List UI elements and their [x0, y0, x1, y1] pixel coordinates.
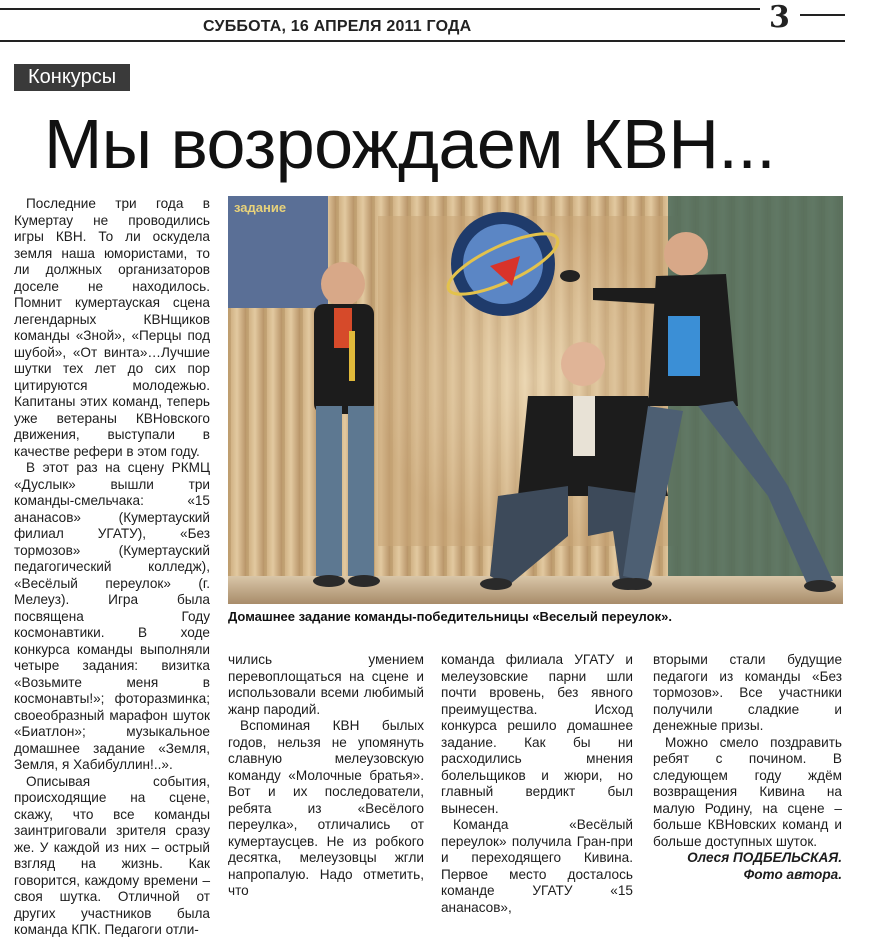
article-column-1	[14, 196, 210, 939]
article-column-2	[228, 652, 424, 900]
header-rule-bottom	[0, 40, 845, 42]
header-rule-right	[800, 14, 845, 16]
article-headline: Мы возрождаем КВН...	[44, 105, 776, 183]
paragraph: В этот раз на сцену РКМЦ «Дуслык» вышли три команды-смельчака: «15 ананасов» (Кумертауский филиал УГАТУ), «Без тормозов» (Кумертауский педагогический колледж), «Весёлый переулок» (г. Мелеуз). Игра была посвящена Году космонавтики. В ходе конкурса команды выполняли четыре задания: визитка «Возьмите меня в космонавты!»; фоторазминка; своеобразный марафон шуток «Биатлон»; музыкальное домашнее задание «Земля, Земля, я Хабибуллин!..».	[14, 460, 210, 772]
section-rubric: Конкурсы	[14, 64, 130, 91]
article-column-4	[653, 652, 842, 883]
stage-photo	[228, 196, 843, 604]
photo-caption: Домашнее задание команды-победительницы «Веселый переулок».	[228, 609, 672, 624]
page-number: 3	[769, 0, 790, 35]
issue-date: СУББОТА, 16 АПРЕЛЯ 2011 ГОДА	[203, 18, 472, 35]
paragraph: Вспоминая КВН былых годов, нельзя не упомянуть славную мелеузовскую команду «Молочные братья». Вот и их последователи, ребята из «Весёлого переулка», отличались от кумертаусцев. Не из робкого десятка, мелеузовцы жгли напропалую. Надо отметить, что	[228, 718, 424, 898]
article-column-3	[441, 652, 633, 916]
paragraph: команда филиала УГАТУ и мелеузовские парни шли почти вровень, без явного преимущества. Исход конкурса решило домашнее задание. Как бы ни расходились мнения болельщиков и жюри, но главный вердикт был вынесен.	[441, 652, 633, 816]
paragraph: вторыми стали будущие педагоги из команды «Без тормозов». Все участники получили сладкие и денежные призы.	[653, 652, 842, 733]
photo-credit: Фото автора.	[743, 866, 842, 882]
paragraph: Можно смело поздравить ребят с почином. В следующем году ждём возвращения Кивина на малую Родину, на сцене – больше КВНовских команд и больше доступных шуток.	[653, 734, 842, 849]
kvn-stage-illustration	[228, 196, 843, 604]
paragraph: Последние три года в Кумертау не проводились игры КВН. То ли оскудела земля наша юмористами, то ли должных организаторов доселе не находилось. Помнит кумертауская сцена легендарных КВНщиков команды «Зной», «Перцы под шубой», «От винта»…Лучшие шутки тех лет до сих пор цитируются молодежью. Капитаны этих команд, теперь уже ветераны КВНовского движения, выступали в качестве рефери в этом году.	[14, 196, 210, 459]
author-signature: Олеся ПОДБЕЛЬСКАЯ.	[687, 850, 842, 865]
paragraph: Описывая события, происходящие на сцене, скажу, что все команды заинтриговали зрителя сразу же. У каждой из них – острый взгляд на жизнь. Как говорится, каждому времени – своя шутка. Отличной от других участников была команда КПК. Педагоги отли-	[14, 773, 210, 937]
header-rule-top	[0, 8, 760, 10]
paragraph: чились умением перевоплощаться на сцене и использовали всеми любимый жанр пародий.	[228, 652, 424, 717]
screen-text: задание	[234, 200, 287, 215]
paragraph: Команда «Весёлый переулок» получила Гран-при и переходящего Кивина. Первое место досталось команде УГАТУ «15 ананасов»,	[441, 817, 633, 915]
